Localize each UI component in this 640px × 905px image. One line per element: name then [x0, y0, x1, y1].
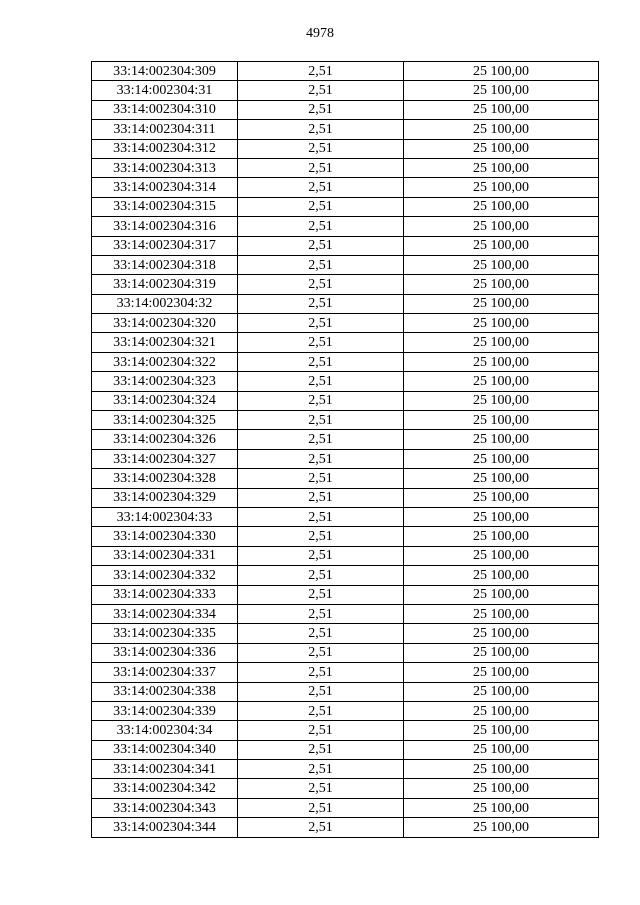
cadastral-number-cell: 33:14:002304:341	[92, 760, 238, 779]
table-row	[92, 469, 599, 488]
area-cell: 2,51	[238, 469, 404, 488]
cadastral-number-cell: 33:14:002304:324	[92, 391, 238, 410]
table-row	[92, 682, 599, 701]
cadastral-number-cell: 33:14:002304:316	[92, 217, 238, 236]
cadastral-number-cell: 33:14:002304:314	[92, 178, 238, 197]
table-row	[92, 275, 599, 294]
cadastral-number-cell: 33:14:002304:333	[92, 585, 238, 604]
table-row	[92, 333, 599, 352]
cadastral-number-cell: 33:14:002304:332	[92, 566, 238, 585]
area-cell: 2,51	[238, 275, 404, 294]
table-row	[92, 100, 599, 119]
area-cell: 2,51	[238, 100, 404, 119]
price-cell: 25 100,00	[404, 158, 599, 177]
area-cell: 2,51	[238, 779, 404, 798]
table-row	[92, 81, 599, 100]
cadastral-number-cell: 33:14:002304:338	[92, 682, 238, 701]
area-cell: 2,51	[238, 682, 404, 701]
price-cell: 25 100,00	[404, 217, 599, 236]
cadastral-number-cell: 33:14:002304:336	[92, 643, 238, 662]
price-cell: 25 100,00	[404, 391, 599, 410]
area-cell: 2,51	[238, 391, 404, 410]
area-cell: 2,51	[238, 604, 404, 623]
cadastral-number-cell: 33:14:002304:311	[92, 120, 238, 139]
price-cell: 25 100,00	[404, 469, 599, 488]
table-row	[92, 740, 599, 759]
area-cell: 2,51	[238, 566, 404, 585]
area-cell: 2,51	[238, 158, 404, 177]
area-cell: 2,51	[238, 139, 404, 158]
cadastral-number-cell: 33:14:002304:34	[92, 721, 238, 740]
area-cell: 2,51	[238, 818, 404, 837]
cadastral-number-cell: 33:14:002304:322	[92, 352, 238, 371]
price-cell: 25 100,00	[404, 449, 599, 468]
cadastral-number-cell: 33:14:002304:331	[92, 546, 238, 565]
cadastral-number-cell: 33:14:002304:329	[92, 488, 238, 507]
table-row	[92, 139, 599, 158]
price-cell: 25 100,00	[404, 81, 599, 100]
area-cell: 2,51	[238, 721, 404, 740]
table-row	[92, 197, 599, 216]
price-cell: 25 100,00	[404, 255, 599, 274]
area-cell: 2,51	[238, 740, 404, 759]
cadastral-number-cell: 33:14:002304:320	[92, 314, 238, 333]
table-row	[92, 585, 599, 604]
table-row	[92, 798, 599, 817]
area-cell: 2,51	[238, 449, 404, 468]
price-cell: 25 100,00	[404, 779, 599, 798]
price-cell: 25 100,00	[404, 488, 599, 507]
cadastral-number-cell: 33:14:002304:313	[92, 158, 238, 177]
table-row	[92, 411, 599, 430]
price-cell: 25 100,00	[404, 333, 599, 352]
cadastral-number-cell: 33:14:002304:339	[92, 701, 238, 720]
price-cell: 25 100,00	[404, 178, 599, 197]
price-cell: 25 100,00	[404, 236, 599, 255]
table-row	[92, 255, 599, 274]
cadastral-number-cell: 33:14:002304:325	[92, 411, 238, 430]
cadastral-number-cell: 33:14:002304:315	[92, 197, 238, 216]
area-cell: 2,51	[238, 411, 404, 430]
price-cell: 25 100,00	[404, 740, 599, 759]
table-row	[92, 527, 599, 546]
table-row	[92, 488, 599, 507]
area-cell: 2,51	[238, 81, 404, 100]
price-cell: 25 100,00	[404, 62, 599, 81]
price-cell: 25 100,00	[404, 546, 599, 565]
price-cell: 25 100,00	[404, 643, 599, 662]
cadastral-number-cell: 33:14:002304:337	[92, 663, 238, 682]
table-row	[92, 430, 599, 449]
area-cell: 2,51	[238, 217, 404, 236]
table-row	[92, 779, 599, 798]
area-cell: 2,51	[238, 488, 404, 507]
area-cell: 2,51	[238, 760, 404, 779]
area-cell: 2,51	[238, 798, 404, 817]
table-row	[92, 449, 599, 468]
price-cell: 25 100,00	[404, 760, 599, 779]
area-cell: 2,51	[238, 624, 404, 643]
cadastral-number-cell: 33:14:002304:317	[92, 236, 238, 255]
cadastral-number-cell: 33:14:002304:342	[92, 779, 238, 798]
area-cell: 2,51	[238, 333, 404, 352]
table-row	[92, 507, 599, 526]
table-row	[92, 158, 599, 177]
price-cell: 25 100,00	[404, 139, 599, 158]
table-row	[92, 818, 599, 837]
cadastral-number-cell: 33:14:002304:32	[92, 294, 238, 313]
parcel-table-body	[92, 62, 599, 838]
price-cell: 25 100,00	[404, 663, 599, 682]
cadastral-number-cell: 33:14:002304:326	[92, 430, 238, 449]
price-cell: 25 100,00	[404, 314, 599, 333]
cadastral-number-cell: 33:14:002304:335	[92, 624, 238, 643]
cadastral-number-cell: 33:14:002304:33	[92, 507, 238, 526]
area-cell: 2,51	[238, 236, 404, 255]
table-row	[92, 391, 599, 410]
table-row	[92, 701, 599, 720]
price-cell: 25 100,00	[404, 430, 599, 449]
area-cell: 2,51	[238, 372, 404, 391]
table-row	[92, 604, 599, 623]
cadastral-number-cell: 33:14:002304:319	[92, 275, 238, 294]
price-cell: 25 100,00	[404, 585, 599, 604]
price-cell: 25 100,00	[404, 818, 599, 837]
area-cell: 2,51	[238, 62, 404, 81]
table-row	[92, 624, 599, 643]
table-row	[92, 643, 599, 662]
price-cell: 25 100,00	[404, 100, 599, 119]
cadastral-number-cell: 33:14:002304:340	[92, 740, 238, 759]
cadastral-number-cell: 33:14:002304:344	[92, 818, 238, 837]
table-row	[92, 217, 599, 236]
price-cell: 25 100,00	[404, 294, 599, 313]
table-row	[92, 721, 599, 740]
area-cell: 2,51	[238, 546, 404, 565]
area-cell: 2,51	[238, 507, 404, 526]
table-row	[92, 236, 599, 255]
cadastral-number-cell: 33:14:002304:343	[92, 798, 238, 817]
cadastral-number-cell: 33:14:002304:309	[92, 62, 238, 81]
price-cell: 25 100,00	[404, 275, 599, 294]
table-row	[92, 566, 599, 585]
price-cell: 25 100,00	[404, 701, 599, 720]
table-row	[92, 663, 599, 682]
price-cell: 25 100,00	[404, 798, 599, 817]
area-cell: 2,51	[238, 178, 404, 197]
cadastral-number-cell: 33:14:002304:321	[92, 333, 238, 352]
area-cell: 2,51	[238, 430, 404, 449]
price-cell: 25 100,00	[404, 120, 599, 139]
cadastral-number-cell: 33:14:002304:328	[92, 469, 238, 488]
area-cell: 2,51	[238, 663, 404, 682]
cadastral-number-cell: 33:14:002304:318	[92, 255, 238, 274]
price-cell: 25 100,00	[404, 624, 599, 643]
cadastral-number-cell: 33:14:002304:334	[92, 604, 238, 623]
area-cell: 2,51	[238, 643, 404, 662]
table-row	[92, 314, 599, 333]
table-row	[92, 62, 599, 81]
table-row	[92, 294, 599, 313]
price-cell: 25 100,00	[404, 507, 599, 526]
price-cell: 25 100,00	[404, 352, 599, 371]
table-row	[92, 120, 599, 139]
table-row	[92, 178, 599, 197]
cadastral-number-cell: 33:14:002304:327	[92, 449, 238, 468]
table-row	[92, 760, 599, 779]
price-cell: 25 100,00	[404, 682, 599, 701]
area-cell: 2,51	[238, 294, 404, 313]
table-row	[92, 352, 599, 371]
cadastral-number-cell: 33:14:002304:323	[92, 372, 238, 391]
cadastral-number-cell: 33:14:002304:310	[92, 100, 238, 119]
area-cell: 2,51	[238, 352, 404, 371]
page-number: 4978	[306, 26, 334, 41]
table-row	[92, 372, 599, 391]
area-cell: 2,51	[238, 314, 404, 333]
price-cell: 25 100,00	[404, 411, 599, 430]
price-cell: 25 100,00	[404, 721, 599, 740]
table-row	[92, 546, 599, 565]
area-cell: 2,51	[238, 527, 404, 546]
area-cell: 2,51	[238, 701, 404, 720]
area-cell: 2,51	[238, 197, 404, 216]
area-cell: 2,51	[238, 255, 404, 274]
price-cell: 25 100,00	[404, 527, 599, 546]
price-cell: 25 100,00	[404, 197, 599, 216]
cadastral-number-cell: 33:14:002304:31	[92, 81, 238, 100]
area-cell: 2,51	[238, 585, 404, 604]
cadastral-number-cell: 33:14:002304:330	[92, 527, 238, 546]
price-cell: 25 100,00	[404, 372, 599, 391]
area-cell: 2,51	[238, 120, 404, 139]
price-cell: 25 100,00	[404, 566, 599, 585]
parcel-table	[91, 61, 599, 838]
cadastral-number-cell: 33:14:002304:312	[92, 139, 238, 158]
price-cell: 25 100,00	[404, 604, 599, 623]
